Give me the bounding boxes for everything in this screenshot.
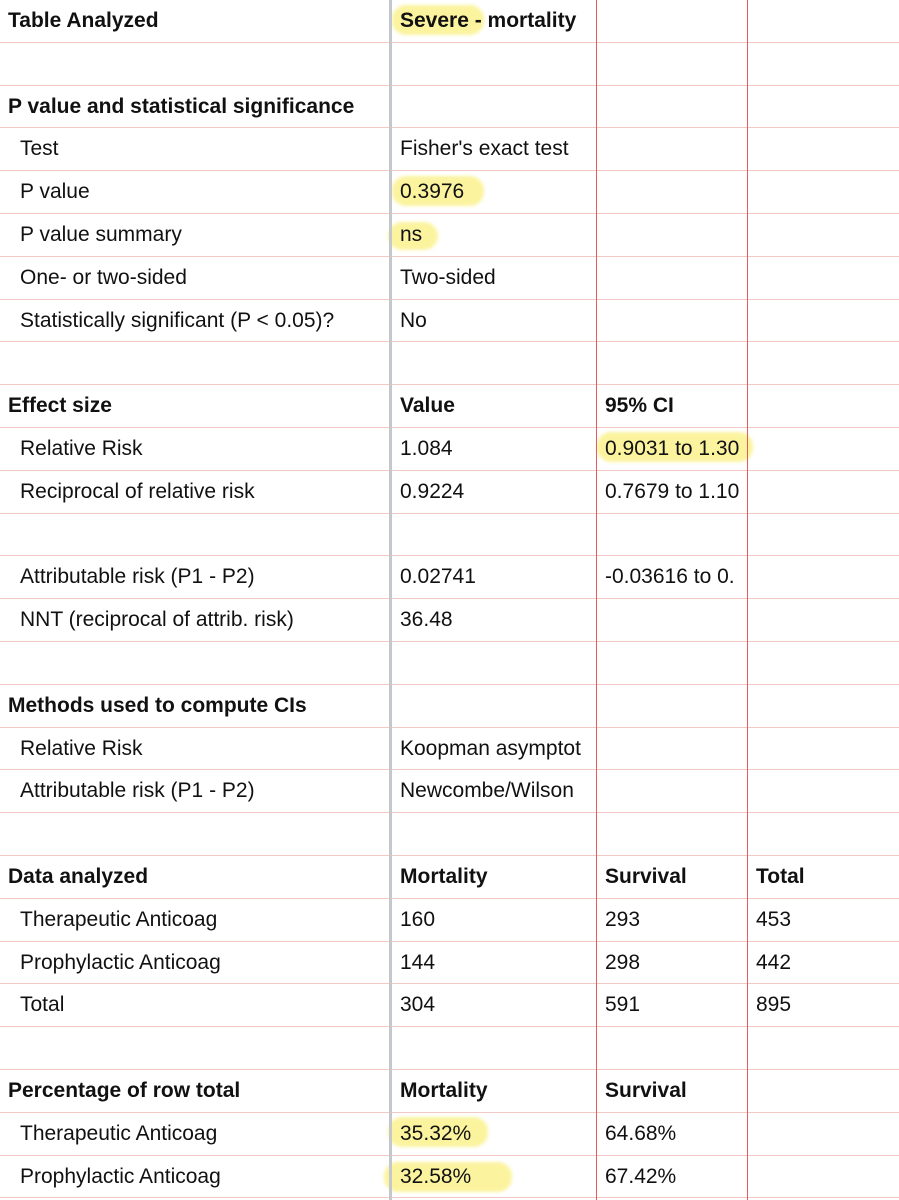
cell-text: Therapeutic Anticoag xyxy=(20,1121,218,1145)
cell-c3[interactable] xyxy=(756,86,896,128)
table-row xyxy=(0,813,899,856)
table-row xyxy=(0,728,899,771)
cell-c0[interactable] xyxy=(20,728,402,770)
cell-c2[interactable] xyxy=(605,1070,747,1112)
cell-text: Relative Risk xyxy=(20,437,143,460)
cell-c1[interactable] xyxy=(400,171,594,213)
cell-text: 144 xyxy=(400,950,436,974)
cell-text: 0.9224 xyxy=(400,479,465,503)
cell-text: Therapeutic Anticoag xyxy=(20,907,218,931)
cell-text: 895 xyxy=(756,993,792,1017)
cell-c3[interactable] xyxy=(756,342,896,384)
cell-text: Newcombe/Wilson xyxy=(400,779,574,803)
cell-text: 67.42% xyxy=(605,1164,677,1188)
cell-c2[interactable] xyxy=(605,856,747,898)
cell-c3[interactable] xyxy=(756,171,896,213)
cell-c2[interactable] xyxy=(605,128,747,170)
cell-c1[interactable] xyxy=(400,813,594,855)
cell-c0[interactable] xyxy=(20,214,402,256)
cell-c1[interactable] xyxy=(400,899,594,941)
table-row xyxy=(0,942,899,985)
cell-text: NNT (reciprocal of attrib. risk) xyxy=(20,608,294,632)
table-row xyxy=(0,556,899,599)
cell-text: Prophylactic Anticoag xyxy=(20,1164,221,1188)
cell-text: 32.58% xyxy=(400,1164,472,1188)
table-row xyxy=(0,856,899,899)
cell-c1[interactable] xyxy=(400,428,594,470)
cell-c2[interactable] xyxy=(605,942,747,984)
cell-c1[interactable] xyxy=(400,599,594,641)
cell-c0[interactable] xyxy=(20,128,402,170)
cell-text: Two-sided xyxy=(400,265,496,289)
cell-text: 1.084 xyxy=(400,437,453,460)
cell-c1[interactable] xyxy=(400,770,594,812)
cell-text: Table Analyzed xyxy=(8,9,159,32)
cell-text: 293 xyxy=(605,907,641,931)
cell-text: 95% CI xyxy=(605,394,674,418)
cell-text: Relative Risk xyxy=(20,736,143,760)
cell-text: Methods used to compute CIs xyxy=(8,693,307,717)
cell-c1[interactable] xyxy=(400,685,594,727)
cell-text: -0.03616 to 0. xyxy=(605,565,735,589)
cell-c1[interactable] xyxy=(400,385,594,427)
cell-c2[interactable] xyxy=(605,0,747,42)
cell-c0[interactable] xyxy=(8,642,390,684)
cell-text: 453 xyxy=(756,907,792,931)
cell-text: P value summary xyxy=(20,223,182,246)
cell-c0[interactable] xyxy=(8,813,390,855)
cell-c2[interactable] xyxy=(605,1113,747,1155)
cell-c3[interactable] xyxy=(756,0,896,42)
cell-text: 0.3976 xyxy=(400,180,465,204)
cell-c3[interactable] xyxy=(756,685,896,727)
cell-c1[interactable] xyxy=(400,1156,594,1198)
cell-c0[interactable] xyxy=(20,171,402,213)
table-row xyxy=(0,257,899,300)
cell-c3[interactable] xyxy=(756,899,896,941)
cell-text: Survival xyxy=(605,1079,687,1102)
cell-text: Koopman asymptot xyxy=(400,736,581,760)
cell-text: Mortality xyxy=(400,1079,488,1102)
column-divider-red[interactable] xyxy=(596,0,597,1200)
cell-c2[interactable] xyxy=(605,685,747,727)
cell-c2[interactable] xyxy=(605,1156,747,1198)
cell-c0[interactable] xyxy=(8,342,390,384)
cell-text: Severe - mortality xyxy=(400,9,577,32)
cell-c3[interactable] xyxy=(756,385,896,427)
table-row xyxy=(0,1027,899,1070)
cell-c0[interactable] xyxy=(20,899,402,941)
table-row xyxy=(0,214,899,257)
cell-c2[interactable] xyxy=(605,813,747,855)
cell-c3[interactable] xyxy=(756,43,896,85)
cell-text: 591 xyxy=(605,993,641,1017)
cell-c3[interactable] xyxy=(756,599,896,641)
cell-c1[interactable] xyxy=(400,984,594,1026)
cell-c2[interactable] xyxy=(605,1027,747,1069)
column-divider-red[interactable] xyxy=(747,0,748,1200)
cell-c1[interactable] xyxy=(400,1070,594,1112)
cell-text: 304 xyxy=(400,993,436,1017)
cell-c2[interactable] xyxy=(605,428,747,470)
cell-text: Test xyxy=(20,137,59,161)
cell-c3[interactable] xyxy=(756,1113,896,1155)
cell-c3[interactable] xyxy=(756,556,896,598)
cell-text: Fisher's exact test xyxy=(400,137,569,161)
cell-c0[interactable] xyxy=(8,0,390,42)
cell-c0[interactable] xyxy=(8,385,390,427)
cell-text: Statistically significant (P < 0.05)? xyxy=(20,308,335,332)
cell-c0[interactable] xyxy=(20,300,402,342)
cell-c2[interactable] xyxy=(605,984,747,1026)
cell-c3[interactable] xyxy=(756,514,896,556)
table-row xyxy=(0,899,899,942)
cell-c0[interactable] xyxy=(20,1113,402,1155)
table-row xyxy=(0,685,899,728)
cell-c1[interactable] xyxy=(400,342,594,384)
cell-text: Total xyxy=(756,865,805,888)
cell-c0[interactable] xyxy=(20,599,402,641)
table-row xyxy=(0,43,899,86)
cell-text: 35.32% xyxy=(400,1121,472,1145)
cell-c1[interactable] xyxy=(400,1027,594,1069)
table-row xyxy=(0,642,899,685)
cell-c0[interactable] xyxy=(8,514,390,556)
cell-c1[interactable] xyxy=(400,0,594,42)
cell-c1[interactable] xyxy=(400,300,594,342)
cell-c2[interactable] xyxy=(605,86,747,128)
cell-c1[interactable] xyxy=(400,86,594,128)
cell-text: 160 xyxy=(400,907,436,931)
cell-text: Attributable risk (P1 - P2) xyxy=(20,565,255,589)
table-row xyxy=(0,171,899,214)
cell-text: 0.7679 to 1.10 xyxy=(605,479,740,503)
cell-c3[interactable] xyxy=(756,984,896,1026)
table-row xyxy=(0,1070,899,1113)
cell-c2[interactable] xyxy=(605,599,747,641)
cell-c3[interactable] xyxy=(756,471,896,513)
cell-c1[interactable] xyxy=(400,471,594,513)
table-row xyxy=(0,984,899,1027)
cell-text: Mortality xyxy=(400,865,488,888)
cell-c2[interactable] xyxy=(605,257,747,299)
cell-c1[interactable] xyxy=(400,514,594,556)
cell-c0[interactable] xyxy=(20,428,402,470)
cell-text: Reciprocal of relative risk xyxy=(20,479,255,503)
cell-c3[interactable] xyxy=(756,770,896,812)
cell-c3[interactable] xyxy=(756,428,896,470)
table-row xyxy=(0,0,899,43)
cell-c1[interactable] xyxy=(400,728,594,770)
cell-text: P value xyxy=(20,180,90,204)
table-row xyxy=(0,128,899,171)
table-row xyxy=(0,471,899,514)
cell-c0[interactable] xyxy=(8,86,390,128)
cell-text: 0.9031 to 1.30 xyxy=(605,437,740,460)
cell-c3[interactable] xyxy=(756,856,896,898)
cell-c3[interactable] xyxy=(756,128,896,170)
cell-c1[interactable] xyxy=(400,856,594,898)
cell-text: Value xyxy=(400,394,455,418)
table-row xyxy=(0,385,899,428)
table-row xyxy=(0,428,899,471)
table-row xyxy=(0,1113,899,1156)
cell-c0[interactable] xyxy=(20,1156,402,1198)
cell-c2[interactable] xyxy=(605,171,747,213)
cell-text: Total xyxy=(20,993,65,1017)
cell-c1[interactable] xyxy=(400,642,594,684)
cell-text: Data analyzed xyxy=(8,865,149,888)
cell-c2[interactable] xyxy=(605,642,747,684)
cell-c0[interactable] xyxy=(8,685,390,727)
cell-c3[interactable] xyxy=(756,214,896,256)
cell-c1[interactable] xyxy=(400,257,594,299)
cell-c3[interactable] xyxy=(756,942,896,984)
cell-text: 298 xyxy=(605,950,641,974)
table-row xyxy=(0,86,899,129)
column-divider-gray[interactable] xyxy=(389,0,392,1200)
table-row xyxy=(0,599,899,642)
cell-text: Prophylactic Anticoag xyxy=(20,950,221,974)
cell-c0[interactable] xyxy=(20,257,402,299)
cell-c2[interactable] xyxy=(605,385,747,427)
cell-c2[interactable] xyxy=(605,342,747,384)
cell-c1[interactable] xyxy=(400,128,594,170)
cell-c3[interactable] xyxy=(756,728,896,770)
cell-c1[interactable] xyxy=(400,556,594,598)
cell-c3[interactable] xyxy=(756,642,896,684)
cell-c0[interactable] xyxy=(8,43,390,85)
cell-c2[interactable] xyxy=(605,471,747,513)
cell-c0[interactable] xyxy=(8,856,390,898)
cell-c2[interactable] xyxy=(605,899,747,941)
table-row xyxy=(0,300,899,343)
table-row xyxy=(0,514,899,557)
cell-c1[interactable] xyxy=(400,43,594,85)
cell-c2[interactable] xyxy=(605,214,747,256)
cell-text: One- or two-sided xyxy=(20,265,187,289)
table-row xyxy=(0,342,899,385)
cell-c2[interactable] xyxy=(605,43,747,85)
cell-c0[interactable] xyxy=(20,770,402,812)
table-row xyxy=(0,1156,899,1199)
table-row xyxy=(0,770,899,813)
cell-text: Survival xyxy=(605,865,687,888)
cell-c2[interactable] xyxy=(605,514,747,556)
cell-c3[interactable] xyxy=(756,300,896,342)
cell-c1[interactable] xyxy=(400,1113,594,1155)
cell-c0[interactable] xyxy=(20,984,402,1026)
cell-text: No xyxy=(400,308,427,332)
cell-text: 442 xyxy=(756,950,792,974)
cell-c0[interactable] xyxy=(8,1027,390,1069)
cell-c2[interactable] xyxy=(605,770,747,812)
cell-c2[interactable] xyxy=(605,556,747,598)
cell-text: ns xyxy=(400,223,423,246)
cell-c0[interactable] xyxy=(8,1070,390,1112)
cell-c0[interactable] xyxy=(20,942,402,984)
cell-c1[interactable] xyxy=(400,214,594,256)
cell-text: 64.68% xyxy=(605,1121,677,1145)
cell-c1[interactable] xyxy=(400,942,594,984)
cell-c3[interactable] xyxy=(756,1156,896,1198)
cell-text: P value and statistical significance xyxy=(8,94,355,118)
cell-text: Attributable risk (P1 - P2) xyxy=(20,779,255,803)
cell-c0[interactable] xyxy=(20,556,402,598)
cell-text: Percentage of row total xyxy=(8,1079,241,1102)
cell-c3[interactable] xyxy=(756,1070,896,1112)
cell-c2[interactable] xyxy=(605,300,747,342)
cell-text: Effect size xyxy=(8,394,112,418)
cell-c3[interactable] xyxy=(756,1027,896,1069)
cell-c3[interactable] xyxy=(756,813,896,855)
cell-c0[interactable] xyxy=(20,471,402,513)
cell-text: 0.02741 xyxy=(400,565,476,589)
cell-text: 36.48 xyxy=(400,608,453,632)
cell-c3[interactable] xyxy=(756,257,896,299)
cell-c2[interactable] xyxy=(605,728,747,770)
